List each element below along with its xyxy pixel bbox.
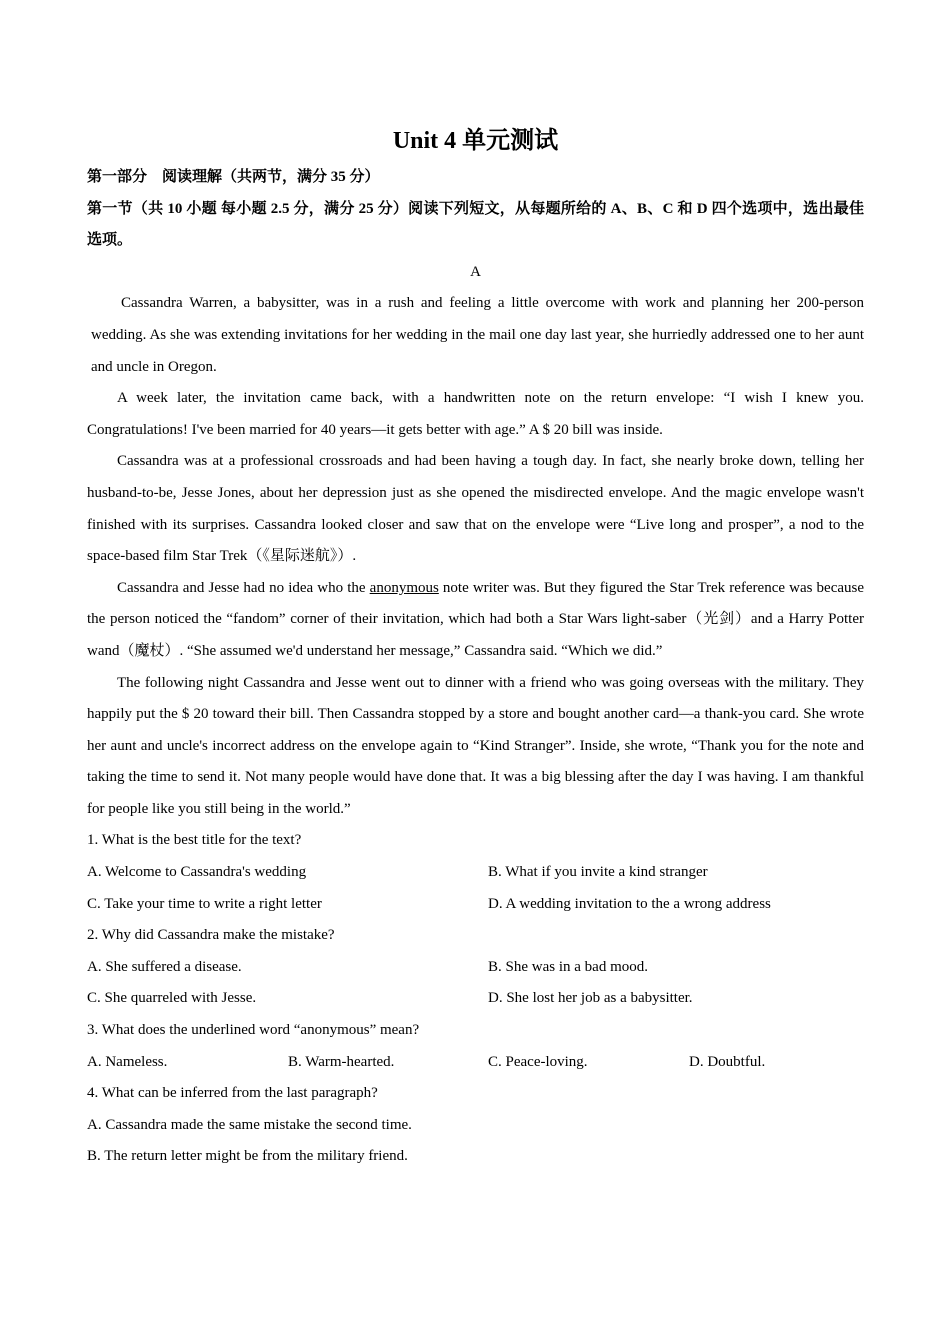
option-b: B. Warm-hearted. (288, 1053, 395, 1070)
passage-paragraph-2: A week later, the invitation came back, with a handwritten note on the return envelope: “I wish I knew you. Congratulations! I've been married for 40 years—it gets better with age.” A $ 20 bill was inside. (87, 390, 864, 438)
option-a: A. Cassandra made the same mistake the second time. (87, 1116, 412, 1133)
question-options (87, 857, 864, 920)
question-options (87, 952, 864, 1015)
option-c: C. Take your time to write a right letter (87, 895, 322, 912)
question-options (87, 1047, 864, 1079)
option-d: D. She lost her job as a babysitter. (488, 990, 693, 1007)
question-stem: 1. What is the best title for the text? (87, 832, 302, 849)
paragraph-text: note writer was. But they figured the Star Trek reference was because the person noticed the “fandom” corner of their invitation, which had both a Star Wars light-saber（光剑）and a Harry Potter wand（魔杖）. “She assumed we'd understand her message,” Cassandra said. “Which we did.” (87, 579, 865, 659)
question-4 (87, 1078, 864, 1173)
document-page (87, 122, 864, 1173)
question-3 (87, 1015, 864, 1078)
option-b: B. The return letter might be from the military friend. (87, 1148, 408, 1165)
question-stem: 2. Why did Cassandra make the mistake? (87, 927, 335, 944)
passage-label: A (470, 263, 481, 280)
option-b: B. What if you invite a kind stranger (488, 864, 708, 881)
passage-paragraph-1: Cassandra Warren, a babysitter, was in a rush and feeling a little overcome with work and planning her 200-person wedding. As she was extending invitations for her wedding in the mail one day last year, she hurriedly addressed one to her aunt and uncle in Oregon. (91, 295, 864, 375)
option-d: D. Doubtful. (689, 1053, 766, 1070)
paragraph-text: Cassandra and Jesse had no idea who the (117, 579, 370, 596)
passage-paragraph-3: Cassandra was at a professional crossroads and had been having a tough day. In fact, she nearly broke down, telling her husband-to-be, Jesse Jones, about her depression just as she opened the misdirected envelope. And the magic envelope wasn't finished with its surprises. Cassandra looked closer and saw that on the envelope were “Live long and prosper”, a nod to the space-based film Star Trek（《星际迷航》）. (87, 453, 864, 565)
part-heading: 第一部分 阅读理解（共两节，满分 35 分） (87, 169, 380, 185)
page-title: Unit 4 单元测试 (392, 128, 559, 154)
option-a: A. Nameless. (87, 1053, 168, 1070)
underlined-word: anonymous (369, 579, 439, 596)
option-a: A. She suffered a disease. (87, 958, 242, 975)
question-options (87, 1110, 864, 1173)
option-c: C. She quarreled with Jesse. (87, 990, 257, 1007)
question-2 (87, 920, 864, 1015)
passage-paragraph-5: The following night Cassandra and Jesse went out to dinner with a friend who was going overseas with the military. They happily put the $ 20 toward their bill. Then Cassandra stopped by a store and bought another card—a thank-you card. She wrote her aunt and uncle's incorrect address on the envelope again to “Kind Stranger”. Inside, she wrote, “Thank you for the note and taking the time to send it. Not many people would have done that. It was a big blessing after the day I was having. I am thankful for people like you still being in the world.” (87, 674, 864, 817)
question-stem: 4. What can be inferred from the last paragraph? (87, 1085, 378, 1102)
section-heading: 第一节（共 10 小题 每小题 2.5 分，满分 25 分）阅读下列短文，从每题所给的 A、B、C 和 D 四个选项中，选出最佳选项。 (87, 200, 864, 249)
option-c: C. Peace-loving. (488, 1053, 588, 1070)
question-1 (87, 825, 864, 920)
option-a: A. Welcome to Cassandra's wedding (87, 864, 307, 881)
option-b: B. She was in a bad mood. (488, 958, 648, 975)
question-stem: 3. What does the underlined word “anonymous” mean? (87, 1022, 420, 1039)
passage-paragraph-4 (87, 573, 864, 668)
option-d: D. A wedding invitation to the a wrong address (488, 895, 771, 912)
